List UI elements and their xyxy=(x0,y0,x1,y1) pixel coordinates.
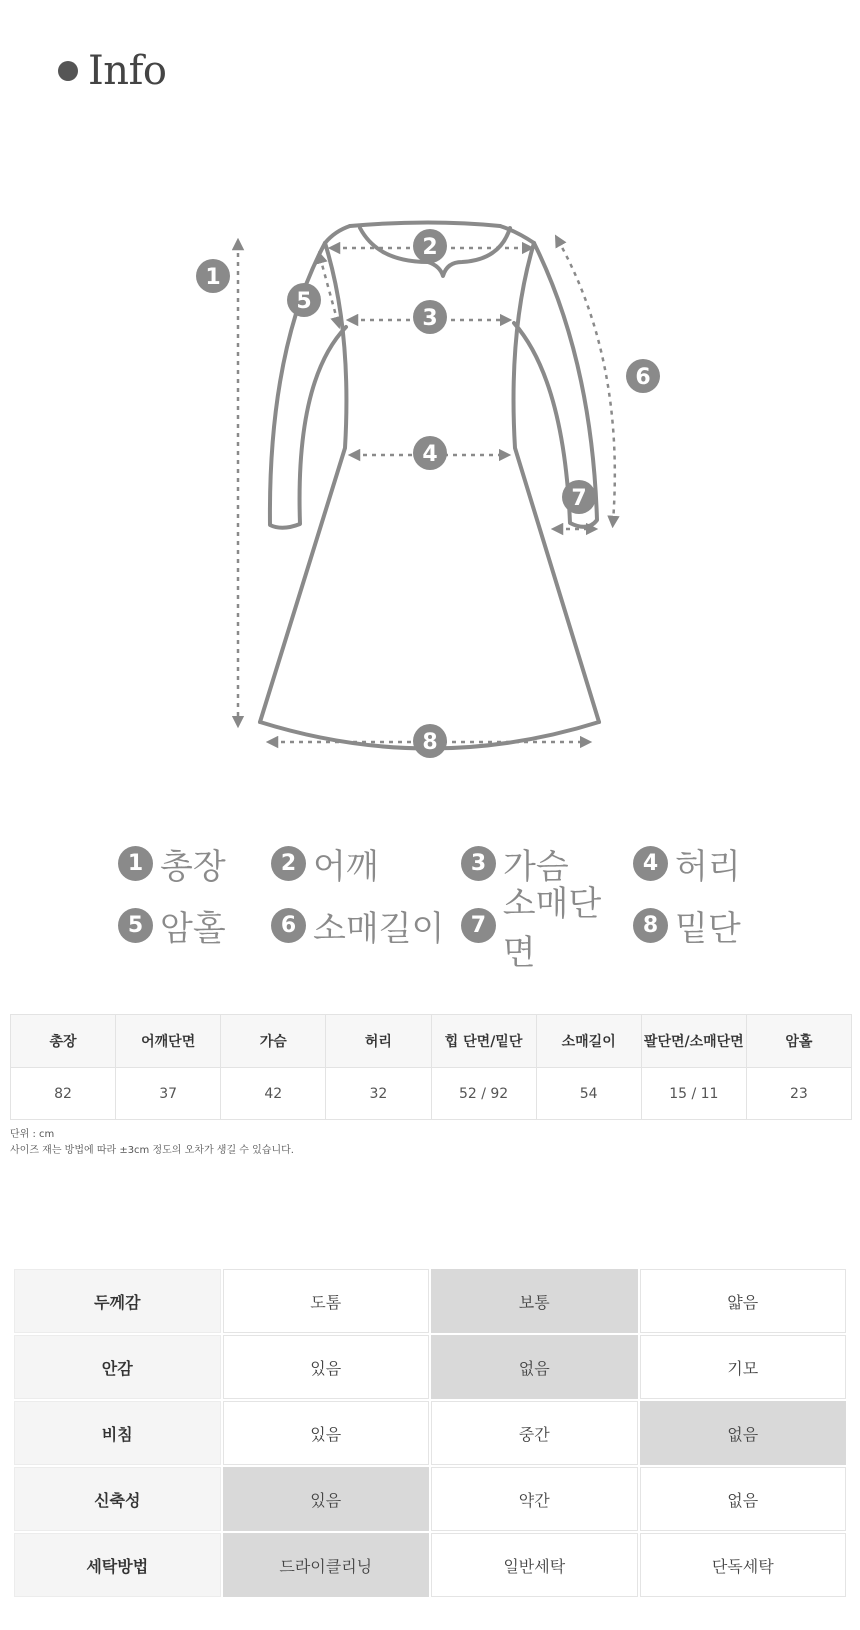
size-header-cell: 소매길이 xyxy=(536,1015,641,1068)
size-value-cell: 15 / 11 xyxy=(641,1068,746,1120)
legend-row xyxy=(118,884,758,973)
info-header xyxy=(58,48,166,94)
legend-item xyxy=(271,901,461,950)
marker-2-icon xyxy=(413,229,447,263)
bullet-dot-icon xyxy=(58,61,78,81)
measurement-legend xyxy=(118,832,758,973)
legend-item xyxy=(118,901,271,950)
size-header-cell: 허리 xyxy=(326,1015,431,1068)
svg-text:1: 1 xyxy=(205,265,221,290)
size-table-value-row xyxy=(11,1068,852,1120)
size-table xyxy=(10,1014,852,1120)
property-option: 일반세탁 xyxy=(431,1533,638,1597)
property-option-selected: 있음 xyxy=(223,1467,430,1531)
property-option: 없음 xyxy=(640,1467,847,1531)
legend-number-icon: 5 xyxy=(118,908,153,943)
legend-label: 총장 xyxy=(160,846,226,887)
svg-text:5: 5 xyxy=(296,289,312,314)
legend-number-icon: 8 xyxy=(633,908,668,943)
svg-text:4: 4 xyxy=(422,442,438,467)
property-row xyxy=(14,1533,846,1597)
legend-label: 암홀 xyxy=(160,908,226,949)
size-value-cell: 54 xyxy=(536,1068,641,1120)
size-header-cell: 팔단면/소매단면 xyxy=(641,1015,746,1068)
property-label: 안감 xyxy=(14,1335,221,1399)
property-row xyxy=(14,1335,846,1399)
legend-item xyxy=(271,839,461,888)
property-option: 단독세탁 xyxy=(640,1533,847,1597)
size-table-header-row xyxy=(11,1015,852,1068)
dress-measurement-diagram xyxy=(0,200,860,800)
size-value-cell: 32 xyxy=(326,1068,431,1120)
size-header-cell: 힙 단면/밑단 xyxy=(431,1015,536,1068)
tolerance-note: 사이즈 재는 방법에 따라 ±3cm 정도의 오차가 생길 수 있습니다. xyxy=(10,1145,294,1156)
size-header-cell: 어깨단면 xyxy=(116,1015,221,1068)
svg-text:3: 3 xyxy=(422,306,438,331)
legend-item xyxy=(118,839,271,888)
unit-note: 단위 : cm xyxy=(10,1129,55,1140)
property-label: 신축성 xyxy=(14,1467,221,1531)
marker-3-icon xyxy=(413,300,447,334)
marker-1-icon xyxy=(196,259,230,293)
marker-7-icon xyxy=(562,480,596,514)
legend-row xyxy=(118,832,758,894)
property-option-selected: 보통 xyxy=(431,1269,638,1333)
property-label: 비침 xyxy=(14,1401,221,1465)
size-header-cell: 총장 xyxy=(11,1015,116,1068)
legend-number-icon: 2 xyxy=(271,846,306,881)
property-option: 얇음 xyxy=(640,1269,847,1333)
svg-text:6: 6 xyxy=(635,365,651,390)
measure-markers xyxy=(196,229,660,758)
legend-item xyxy=(461,876,633,974)
property-row xyxy=(14,1401,846,1465)
svg-text:8: 8 xyxy=(422,730,438,755)
property-row xyxy=(14,1467,846,1531)
property-option: 있음 xyxy=(223,1401,430,1465)
legend-label: 소매길이 xyxy=(313,908,445,949)
marker-5-icon xyxy=(287,283,321,317)
property-option: 기모 xyxy=(640,1335,847,1399)
marker-6-icon xyxy=(626,359,660,393)
size-value-cell: 42 xyxy=(221,1068,326,1120)
fabric-properties-table xyxy=(12,1267,848,1599)
property-option-selected: 없음 xyxy=(431,1335,638,1399)
svg-text:2: 2 xyxy=(422,235,438,260)
legend-number-icon: 7 xyxy=(461,908,496,943)
svg-text:7: 7 xyxy=(571,486,587,511)
legend-label: 어깨 xyxy=(313,846,379,887)
legend-number-icon: 4 xyxy=(633,846,668,881)
property-option: 있음 xyxy=(223,1335,430,1399)
marker-4-icon xyxy=(413,436,447,470)
property-option: 약간 xyxy=(431,1467,638,1531)
legend-item xyxy=(633,839,758,888)
size-value-cell: 23 xyxy=(746,1068,851,1120)
size-header-cell: 암홀 xyxy=(746,1015,851,1068)
property-option-selected: 드라이클리닝 xyxy=(223,1533,430,1597)
legend-label: 밑단 xyxy=(675,908,741,949)
property-label: 세탁방법 xyxy=(14,1533,221,1597)
property-option-selected: 없음 xyxy=(640,1401,847,1465)
size-notes xyxy=(10,1127,294,1159)
legend-label: 가슴 xyxy=(503,846,569,887)
property-option: 도톰 xyxy=(223,1269,430,1333)
size-value-cell: 37 xyxy=(116,1068,221,1120)
marker-8-icon xyxy=(413,724,447,758)
size-header-cell: 가슴 xyxy=(221,1015,326,1068)
legend-label: 소매단면 xyxy=(502,884,602,973)
property-label: 두께감 xyxy=(14,1269,221,1333)
legend-number-icon: 3 xyxy=(461,846,496,881)
size-value-cell: 82 xyxy=(11,1068,116,1120)
legend-label: 허리 xyxy=(675,846,741,887)
property-option: 중간 xyxy=(431,1401,638,1465)
size-value-cell: 52 / 92 xyxy=(431,1068,536,1120)
legend-number-icon: 6 xyxy=(271,908,306,943)
property-row xyxy=(14,1269,846,1333)
page-title: Info xyxy=(88,48,167,94)
legend-number-icon: 1 xyxy=(118,846,153,881)
legend-item xyxy=(633,901,758,950)
